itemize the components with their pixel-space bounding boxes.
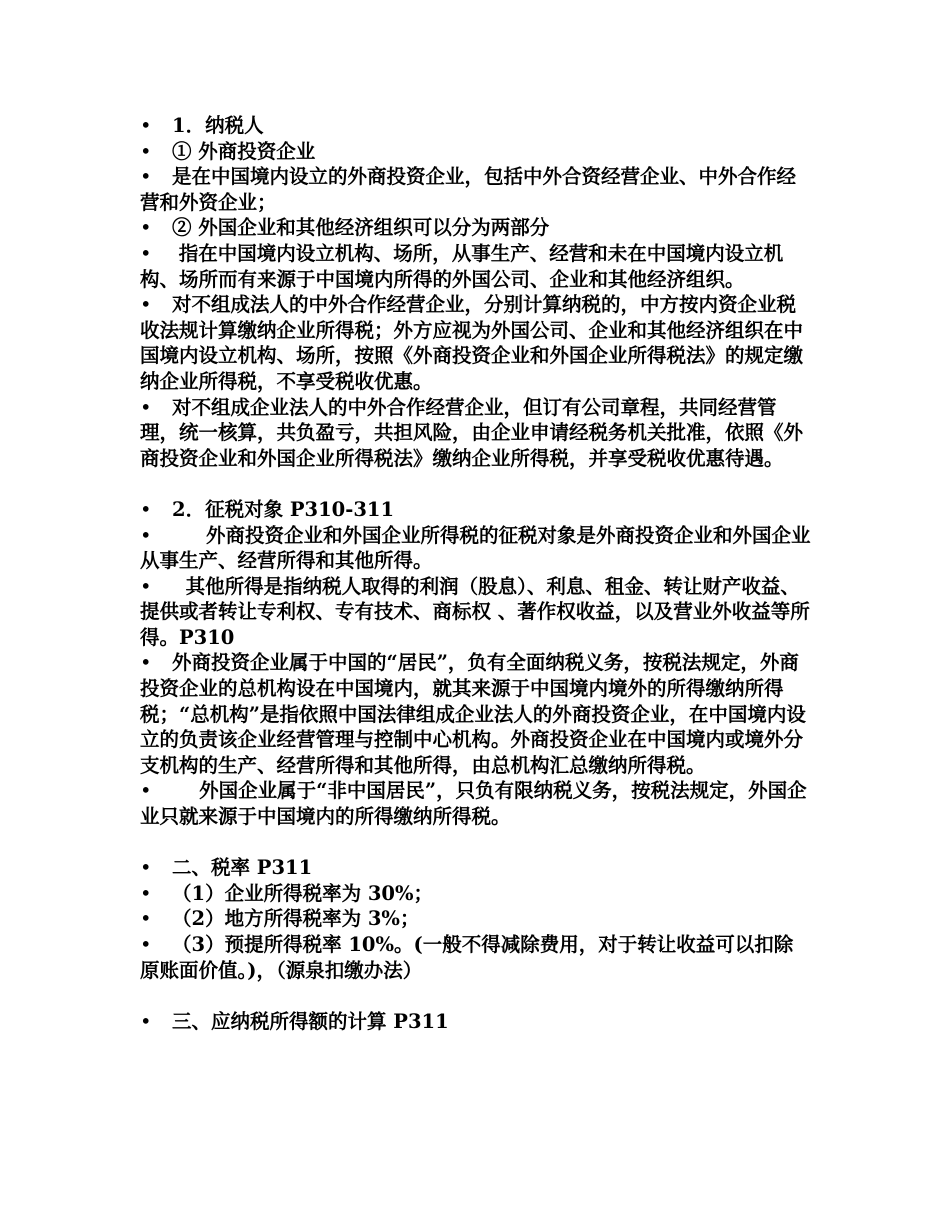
paragraph-tax-rate-heading bbox=[140, 855, 812, 881]
paragraph-text: 外商投资企业和外国企业所得税的征税对象是外商投资企业和外国企业从事生产、经营所得和其他所得。 bbox=[140, 523, 811, 573]
paragraph-text: 指在中国境内设立机构、场所，从事生产、经营和未在中国境内设立机构、场所而有来源于中国境内所得的外国公司、企业和其他经济组织。 bbox=[140, 241, 784, 291]
paragraph-text: （3）预提所得税率 10%。(一般不得减除费用，对于转让收益可以扣除原账面价值。)，（源泉扣缴办法） bbox=[140, 933, 794, 982]
bullet: • bbox=[140, 216, 152, 240]
paragraph-text: 其他所得是指纳税人取得的利润（股息）、利息、租金、转让财产收益、提供或者转让专利权、专有技术、商标权 、著作权收益，以及营业外收益等所得。P310 bbox=[140, 574, 810, 649]
paragraph-text: 1．纳税人 bbox=[172, 114, 264, 137]
paragraph-tax-object-heading bbox=[140, 497, 812, 523]
paragraph-text: 外国企业属于“非中国居民”，只负有限纳税义务，按税法规定，外国企业只就来源于中国境内的所得缴纳所得税。 bbox=[140, 779, 807, 829]
paragraph-definition-fie bbox=[140, 164, 812, 215]
blank-line bbox=[140, 983, 812, 1009]
paragraph-non-legal-person-2 bbox=[140, 395, 812, 472]
paragraph-text: 2．征税对象 P310-311 bbox=[172, 497, 395, 521]
bullet: • bbox=[140, 574, 152, 598]
bullet: • bbox=[140, 395, 152, 419]
paragraph-enterprise-rate bbox=[140, 881, 812, 907]
bullet: • bbox=[140, 114, 152, 137]
blank-line bbox=[140, 830, 812, 856]
paragraph-text: ① 外商投资企业 bbox=[172, 139, 316, 163]
paragraph-text: 对不组成企业法人的中外合作经营企业，但订有公司章程，共同经营管理，统一核算，共负盈亏，共担风险，由企业申请经税务机关批准，依照《外商投资企业和外国企业所得税法》缴纳企业所得税，并享受税收优惠待遇。 bbox=[140, 395, 804, 470]
paragraph-taxpayer-heading bbox=[140, 113, 812, 139]
blank-line bbox=[140, 471, 812, 497]
paragraph-foreign-enterprise bbox=[140, 215, 812, 241]
bullet: • bbox=[140, 165, 152, 189]
paragraph-withholding-rate bbox=[140, 932, 812, 983]
paragraph-text: 外商投资企业属于中国的“居民”，负有全面纳税义务，按税法规定，外商投资企业的总机构设在中国境内，就其来源于中国境内境外的所得缴纳所得税；“总机构”是指依照中国法律组成企业法人的外商投资企业，在中国境内设立的负责该企业经营管理与控制中心机构。外商投资企业在中国境内或境外分支机构的生产、经营所得和其他所得，由总机构汇总缴纳所得税。 bbox=[140, 651, 806, 777]
bullet: • bbox=[140, 523, 152, 547]
paragraph-text: 二、税率 P311 bbox=[172, 856, 313, 880]
paragraph-text: 对不组成法人的中外合作经营企业，分别计算纳税的，中方按内资企业税收法规计算缴纳企业所得税；外方应视为外国公司、企业和其他经济组织在中国境内设立机构、场所，按照《外商投资企业和外国企业所得税法》的规定缴纳企业所得税，不享受税收优惠。 bbox=[140, 293, 804, 393]
paragraph-local-rate bbox=[140, 906, 812, 932]
paragraph-foreign-investment-enterprise bbox=[140, 139, 812, 165]
bullet: • bbox=[140, 1009, 152, 1033]
bullet: • bbox=[140, 497, 152, 521]
bullet: • bbox=[140, 907, 152, 931]
paragraph-non-legal-person-1 bbox=[140, 292, 812, 394]
paragraph-tax-object bbox=[140, 523, 812, 574]
paragraph-text: 三、应纳税所得额的计算 P311 bbox=[172, 1009, 449, 1033]
paragraph-text: （2）地方所得税率为 3%； bbox=[172, 907, 420, 931]
bullet: • bbox=[140, 856, 152, 880]
document-body bbox=[140, 113, 812, 1034]
paragraph-text: ② 外国企业和其他经济组织可以分为两部分 bbox=[172, 216, 550, 240]
paragraph-definition-foreign bbox=[140, 241, 812, 292]
bullet: • bbox=[140, 779, 152, 803]
paragraph-text: 是在中国境内设立的外商投资企业，包括中外合资经营企业、中外合作经营和外资企业； bbox=[140, 165, 797, 214]
paragraph-resident bbox=[140, 650, 812, 778]
bullet: • bbox=[140, 241, 152, 265]
bullet: • bbox=[140, 933, 152, 956]
bullet: • bbox=[140, 881, 152, 905]
bullet: • bbox=[140, 651, 152, 675]
paragraph-text: （1）企业所得税率为 30%； bbox=[172, 881, 434, 905]
bullet: • bbox=[140, 139, 152, 163]
bullet: • bbox=[140, 293, 152, 317]
paragraph-non-resident bbox=[140, 778, 812, 829]
paragraph-taxable-income-heading bbox=[140, 1009, 812, 1035]
paragraph-other-income bbox=[140, 574, 812, 651]
